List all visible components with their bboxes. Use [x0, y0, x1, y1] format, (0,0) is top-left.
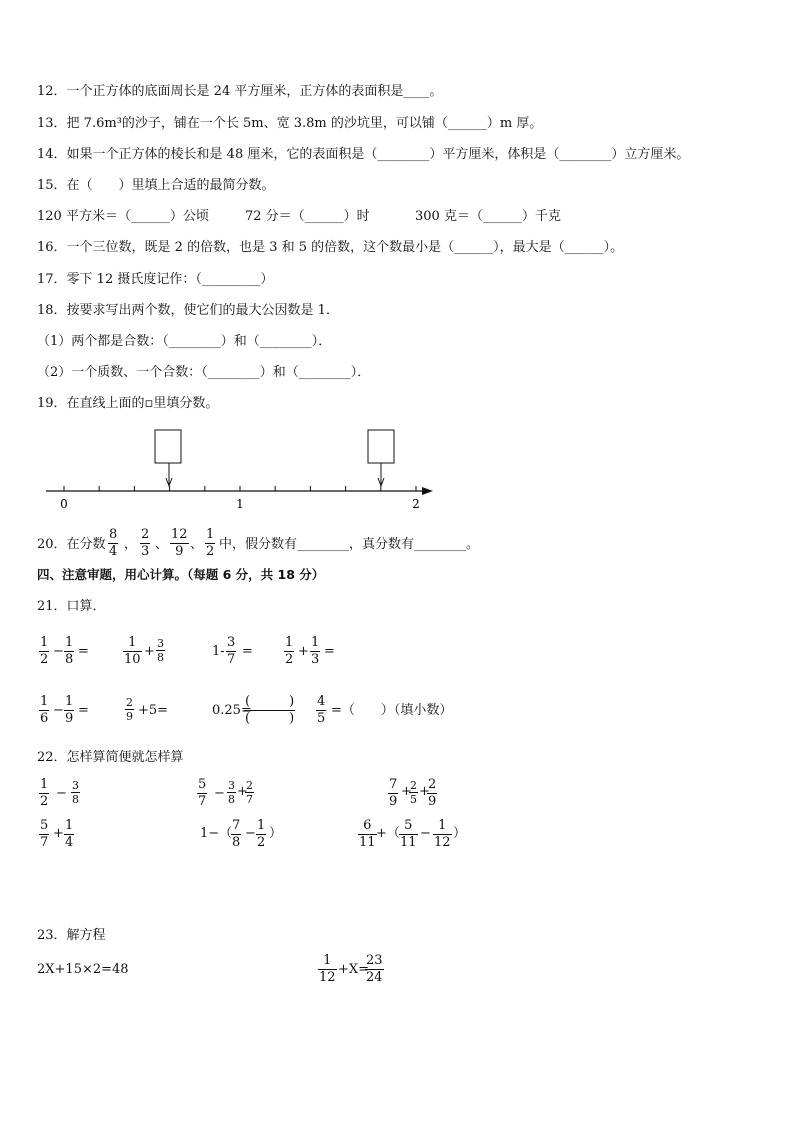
separator: 、 — [190, 537, 204, 552]
operator: + — [237, 784, 248, 799]
question-18-part-2: （2）一个质数、一个合数：（________）和（________）． — [37, 365, 371, 380]
operator: − — [56, 786, 67, 801]
fraction: 8 4 — [109, 527, 118, 559]
question-18: 18．按要求写出两个数，使它们的最大公因数是 1． — [37, 303, 339, 318]
fraction: 3 8 — [72, 779, 79, 806]
question-21: 21．口算． — [37, 599, 106, 614]
expression-tail: +5= — [138, 703, 169, 718]
operand: 1- — [212, 644, 225, 659]
operator: ） — [453, 826, 467, 841]
number-line-label-2: 2 — [412, 497, 420, 511]
operator: + — [144, 644, 155, 659]
fraction: 23 24 — [366, 953, 383, 985]
operand: 1−（ — [200, 826, 233, 841]
fraction: 6 11 — [359, 818, 376, 850]
fraction: 12 9 — [171, 527, 188, 559]
equals: = — [78, 703, 89, 718]
fraction-blank: ( ) ( ) — [245, 694, 295, 726]
question-15: 15．在（ ）里填上合适的最简分数。 — [37, 178, 275, 193]
question-19: 19．在直线上面的▫里填分数。 — [37, 396, 219, 411]
fraction: 2 9 — [126, 696, 133, 723]
fraction: 1 3 — [311, 635, 320, 667]
question-18-part-1: （1）两个都是合数：（________）和（________）． — [37, 334, 332, 349]
number-line-ticks — [40, 486, 416, 491]
separator: 中，假分数有________，真分数有________。 — [219, 537, 480, 552]
fraction: 1 12 — [434, 818, 451, 850]
fraction: 1 2 — [40, 777, 49, 809]
section-4-heading: 四、注意审题，用心计算。（每题 6 分，共 18 分） — [37, 567, 325, 582]
operator: + — [53, 826, 64, 841]
question-15-item-1: 120 平方米＝（______）公顷 — [37, 209, 209, 224]
operator: − — [420, 826, 431, 841]
number-line-label-1: 1 — [236, 497, 244, 511]
fraction: 1 12 — [319, 953, 336, 985]
fraction: 1 2 — [206, 527, 215, 559]
operator: − — [53, 703, 64, 718]
expression-tail: =（ ）（填小数） — [331, 703, 453, 718]
operator: + — [401, 784, 412, 799]
question-14: 14．如果一个正方体的棱长和是 48 厘米，它的表面积是（________）平方厘米，体积是（________）立方厘米。 — [37, 147, 690, 162]
separator: 、 — [155, 537, 169, 552]
question-12: 12．一个正方体的底面周长是 24 平方厘米，正方体的表面积是____。 — [37, 84, 443, 99]
operator: ） — [269, 826, 283, 841]
equals: = — [242, 644, 253, 659]
fraction: 1 2 — [257, 818, 266, 850]
fraction: 5 7 — [40, 818, 49, 850]
number-line-figure — [40, 420, 440, 515]
separator: ， — [124, 537, 138, 552]
answer-box-2 — [368, 430, 394, 486]
operator: +X= — [338, 962, 370, 977]
fraction: 1 2 — [40, 635, 49, 667]
fraction: 2 9 — [428, 777, 437, 809]
equals: = — [324, 644, 335, 659]
fraction: 1 10 — [124, 635, 141, 667]
fraction: 7 8 — [232, 818, 241, 850]
answer-box-1 — [155, 430, 181, 486]
question-17: 17．零下 12 摄氏度记作：（_________） — [37, 272, 274, 287]
question-20-prefix: 20．在分数 — [37, 537, 106, 552]
fraction: 5 7 — [198, 777, 207, 809]
operator: + — [419, 784, 430, 799]
fraction: 5 11 — [400, 818, 417, 850]
equals: = — [78, 644, 89, 659]
question-23: 23．解方程 — [37, 928, 106, 943]
fraction: 7 9 — [389, 777, 398, 809]
fraction: 2 5 — [410, 779, 417, 806]
fraction: 3 7 — [227, 635, 236, 667]
fraction: 1 6 — [40, 694, 49, 726]
question-16: 16．一个三位数，既是 2 的倍数，也是 3 和 5 的倍数，这个数最小是（______），最大是（______）。 — [37, 240, 624, 255]
operator: − — [214, 786, 225, 801]
fraction: 4 5 — [317, 694, 326, 726]
question-13: 13．把 7.6m³的沙子，铺在一个长 5m、宽 3.8m 的沙坑里，可以铺（______）m 厚。 — [37, 116, 543, 131]
fraction: 3 8 — [157, 637, 164, 664]
question-22: 22．怎样算简便就怎样算 — [37, 750, 184, 765]
fraction: 2 7 — [246, 779, 253, 806]
operator: + — [298, 644, 309, 659]
operand: 0.25= — [212, 703, 252, 718]
fraction: 1 8 — [65, 635, 74, 667]
equation-1: 2X+15×2=48 — [37, 962, 129, 977]
fraction: 1 2 — [285, 635, 294, 667]
question-15-item-2: 72 分＝（______）时 — [245, 209, 370, 224]
fraction: 2 3 — [141, 527, 150, 559]
fraction: 3 8 — [228, 779, 235, 806]
operator: − — [245, 826, 256, 841]
number-line-label-0: 0 — [60, 497, 68, 511]
fraction: 1 9 — [65, 694, 74, 726]
number-line-arrow — [422, 487, 433, 495]
operator: +（ — [376, 826, 400, 841]
question-15-item-3: 300 克＝（______）千克 — [415, 209, 561, 224]
fraction: 1 4 — [65, 818, 74, 850]
operator: − — [53, 644, 64, 659]
